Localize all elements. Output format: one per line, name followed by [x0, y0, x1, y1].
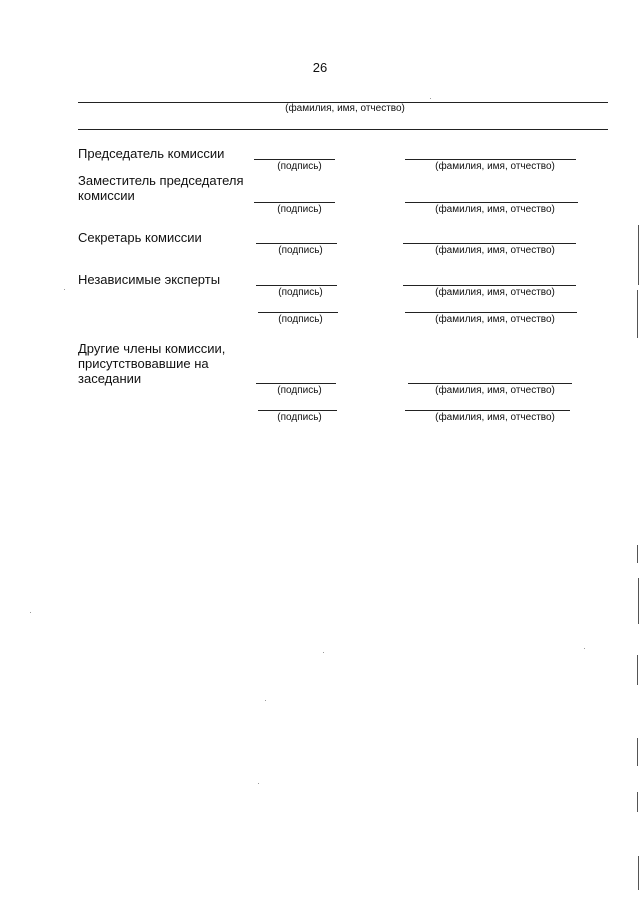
signature-line — [258, 410, 337, 411]
scan-edge-mark — [637, 738, 638, 766]
scan-edge-mark — [638, 578, 639, 624]
scan-edge-mark — [637, 290, 638, 338]
scan-edge-mark — [637, 655, 638, 685]
signature-caption: (подпись) — [277, 412, 322, 423]
scan-speck — [430, 98, 431, 99]
fio-caption: (фамилия, имя, отчество) — [435, 245, 555, 256]
signature-caption: (подпись) — [278, 245, 323, 256]
fio-line — [405, 410, 570, 411]
role-chairman: Председатель комиссии — [78, 146, 225, 161]
signature-caption: (подпись) — [277, 161, 322, 172]
scan-speck — [323, 652, 324, 653]
role-deputy-line2: комиссии — [78, 188, 135, 203]
role-others-line3: заседании — [78, 371, 142, 386]
fio-line — [403, 285, 576, 286]
fio-line — [405, 202, 578, 203]
fio-caption: (фамилия, имя, отчество) — [435, 385, 555, 396]
scan-edge-mark — [637, 792, 638, 812]
fio-line — [405, 312, 577, 313]
page-number: 26 — [312, 60, 328, 75]
signature-caption: (подпись) — [277, 204, 322, 215]
signature-line — [254, 202, 335, 203]
signature-line — [256, 383, 336, 384]
signature-line — [256, 285, 337, 286]
fio-line — [405, 159, 576, 160]
scan-speck — [584, 648, 585, 649]
header-fio-caption: (фамилия, имя, отчество) — [285, 103, 405, 114]
fio-line — [408, 383, 572, 384]
scan-speck — [258, 783, 259, 784]
signature-line — [256, 243, 337, 244]
signature-line — [254, 159, 335, 160]
scan-speck — [30, 612, 31, 613]
signature-line — [258, 312, 338, 313]
fio-caption: (фамилия, имя, отчество) — [435, 314, 555, 325]
role-others-line2: присутствовавшие на — [78, 356, 209, 371]
fio-caption: (фамилия, имя, отчество) — [435, 412, 555, 423]
scan-edge-mark — [638, 856, 639, 890]
scan-speck — [265, 700, 266, 701]
fio-caption: (фамилия, имя, отчество) — [435, 204, 555, 215]
signature-caption: (подпись) — [277, 385, 322, 396]
role-secretary: Секретарь комиссии — [78, 230, 202, 245]
scan-speck — [64, 289, 65, 290]
signature-caption: (подпись) — [278, 287, 323, 298]
signature-caption: (подпись) — [278, 314, 323, 325]
role-deputy-line1: Заместитель председателя — [78, 173, 244, 188]
fio-caption: (фамилия, имя, отчество) — [435, 287, 555, 298]
header-bottom-rule — [78, 129, 608, 130]
fio-line — [403, 243, 576, 244]
scan-edge-mark — [637, 545, 638, 563]
scan-edge-mark — [638, 225, 639, 285]
role-others-line1: Другие члены комиссии, — [78, 341, 226, 356]
role-experts: Независимые эксперты — [78, 272, 221, 287]
fio-caption: (фамилия, имя, отчество) — [435, 161, 555, 172]
